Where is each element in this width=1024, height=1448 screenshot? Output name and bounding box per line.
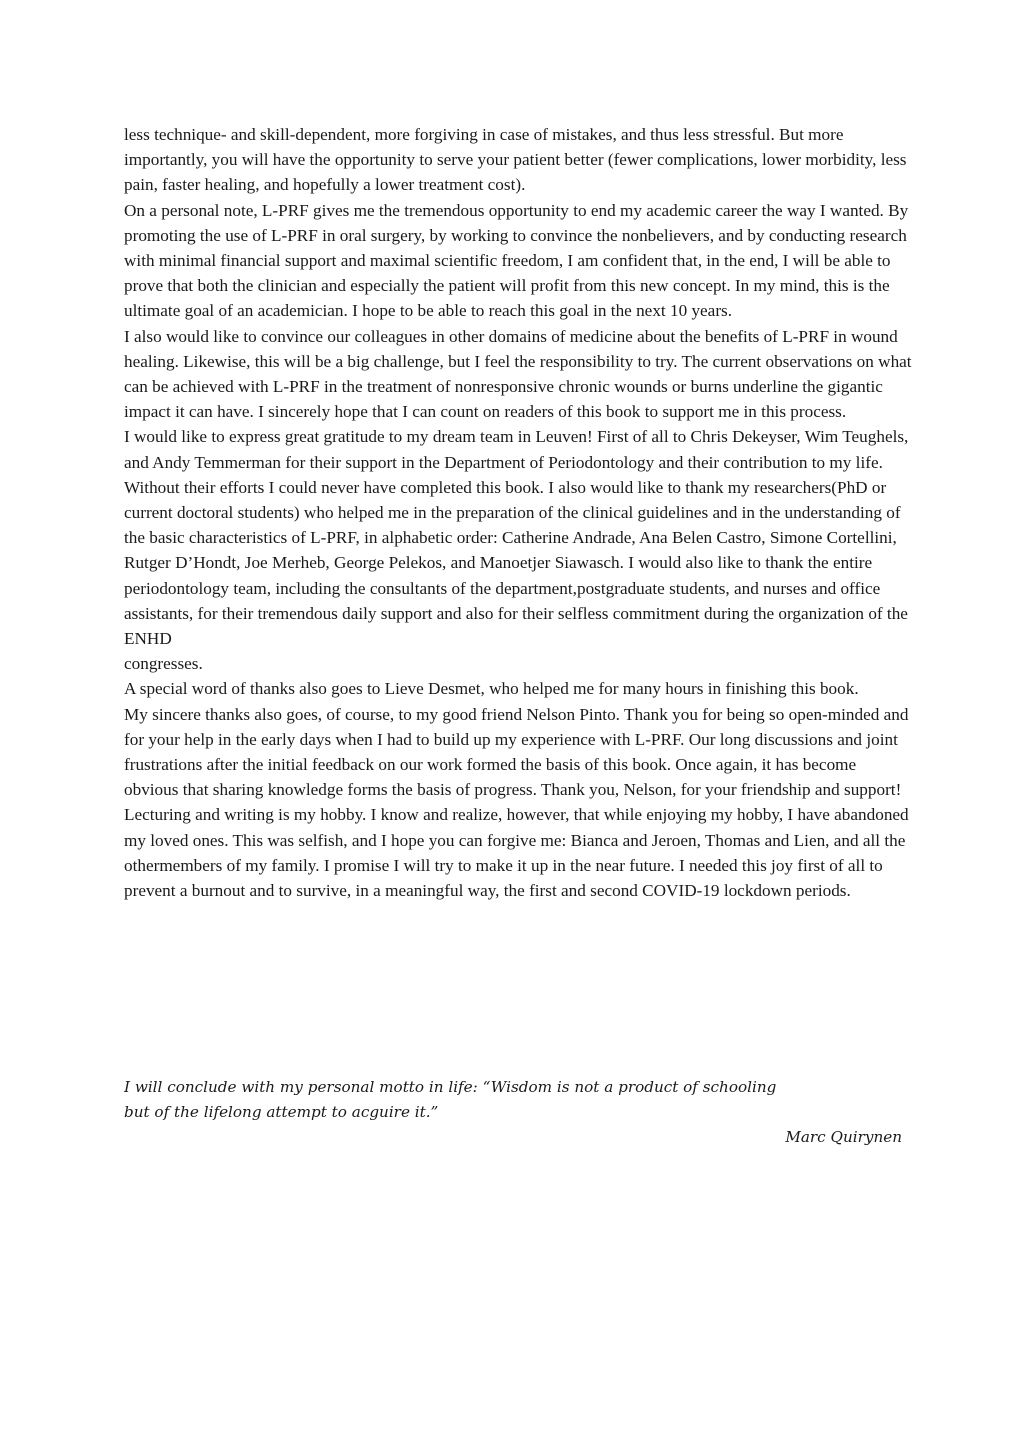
- motto-quote: [124, 1075, 914, 1125]
- paragraph-thanks-nelson: My sincere thanks also goes, of course, to my good friend Nelson Pinto. Thank you for being so open-minded and for your help in the early days when I had to build up my experience with L-PRF. Our long discussions and joint frustrations after the initial feedback on our work formed the basis of this book. Once again, it has become obvious that sharing knowledge forms the basis of progress. Thank you, Nelson, for your friendship and support!: [124, 704, 909, 800]
- body-text: [124, 122, 914, 903]
- paragraph-thanks-lieve: A special word of thanks also goes to Lieve Desmet, who helped me for many hours in finishing this book.: [124, 679, 859, 699]
- paragraph-convince-colleagues: I also would like to convince our colleagues in other domains of medicine about the benefits of L-PRF in wound healing. Likewise, this will be a big challenge, but I feel the responsibility to try. The current observations on what can be achieved with L-PRF in the treatment of nonresponsive chronic wounds or burns underline the gigantic impact it can have. I sincerely hope that I can count on readers of this book to support me in this process.: [124, 326, 912, 422]
- paragraph-congresses: congresses.: [124, 654, 203, 674]
- motto-line-1: I will conclude with my personal motto in life: “Wisdom is not a product of schooling: [124, 1078, 777, 1096]
- author-signature: Marc Quirynen: [785, 1128, 902, 1146]
- paragraph-gratitude-team: I would like to express great gratitude to my dream team in Leuven! First of all to Chris Dekeyser, Wim Teughels, and Andy Temmerman for their support in the Department of Periodontology and their contribution to my life. Without their efforts I could never have completed this book. I also would like to thank my researchers(PhD or current doctoral students) who helped me in the preparation of the clinical guidelines and in the understanding of the basic characteristics of L-PRF, in alphabetic order: Catherine Andrade, Ana Belen Castro, Simone Cortellini, Rutger D’Hondt, Joe Merheb, George Pelekos, and Manoetjer Siawasch. I would also like to thank the entire periodontology team, including the consultants of the department,postgraduate students, and nurses and office assistants, for their tremendous daily support and also for their selfless commitment during the organization of the ENHD: [124, 427, 909, 649]
- motto-line-2: but of the lifelong attempt to acguire it.”: [124, 1103, 439, 1121]
- paragraph-technique: less technique- and skill-dependent, more forgiving in case of mistakes, and thus less stressful. But more importantly, you will have the opportunity to serve your patient better (fewer complications, lower morbidity, less pain, faster healing, and hopefully a lower treatment cost).: [124, 125, 907, 195]
- paragraph-hobby: Lecturing and writing is my hobby. I know and realize, however, that while enjoying my hobby, I have abandoned my loved ones. This was selfish, and I hope you can forgive me: Bianca and Jeroen, Thomas and Lien, and all the othermembers of my family. I promise I will try to make it up in the near future. I needed this joy first of all to prevent a burnout and to survive, in a meaningful way, the first and second COVID-19 lockdown periods.: [124, 805, 909, 901]
- paragraph-personal-note: On a personal note, L-PRF gives me the tremendous opportunity to end my academic career the way I wanted. By promoting the use of L-PRF in oral surgery, by working to convince the nonbelievers, and by conducting research with minimal financial support and maximal scientific freedom, I am confident that, in the end, I will be able to prove that both the clinician and especially the patient will profit from this new concept. In my mind, this is the ultimate goal of an academician. I hope to be able to reach this goal in the next 10 years.: [124, 200, 909, 321]
